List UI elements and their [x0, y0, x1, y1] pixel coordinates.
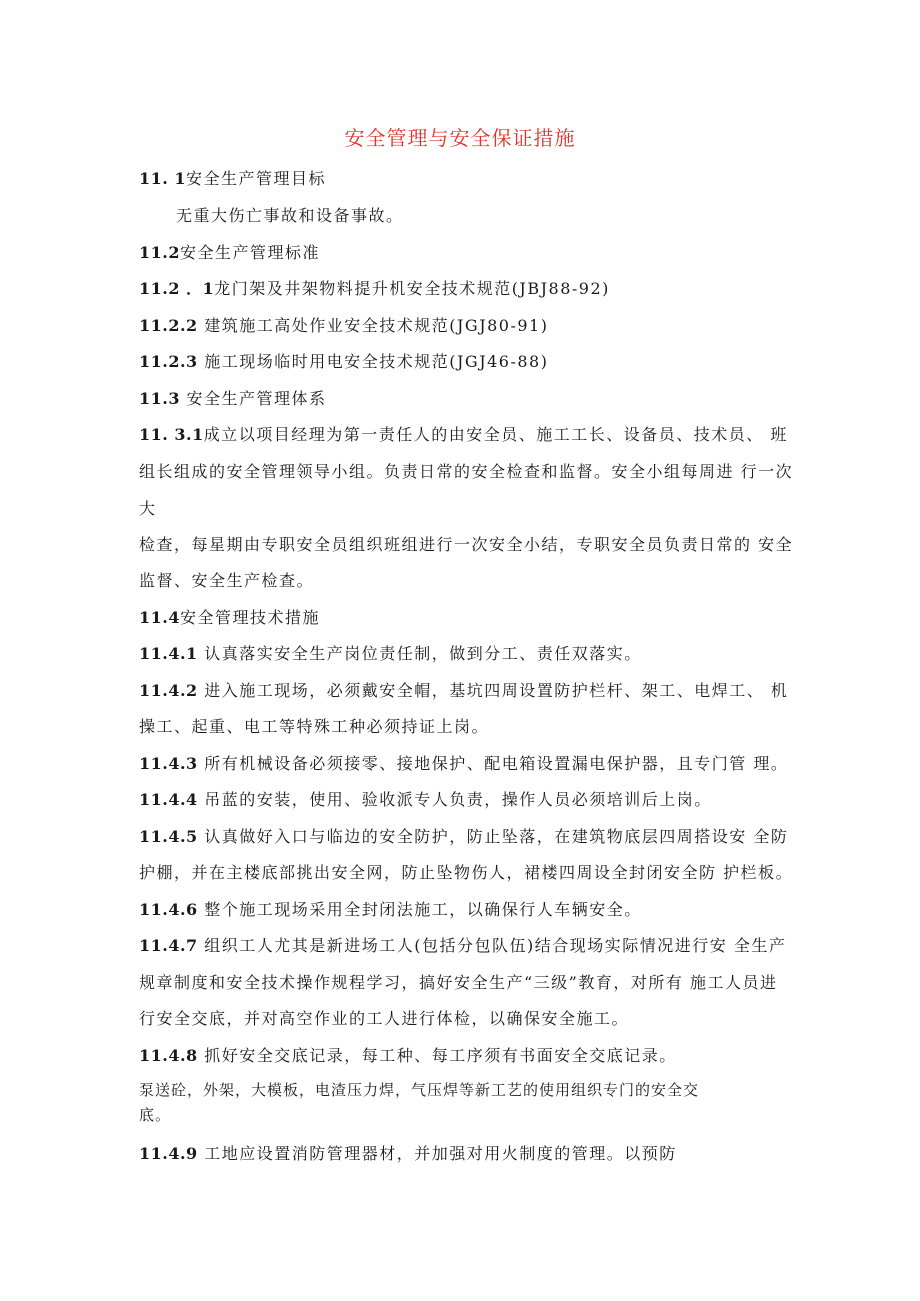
section-line [139, 605, 320, 628]
section-line [139, 897, 642, 920]
section-line [139, 240, 320, 263]
paragraph-line [139, 1079, 699, 1100]
paragraph-line [176, 203, 404, 226]
paragraph-line [139, 1006, 629, 1029]
section-line [139, 678, 788, 701]
section-number: 11.4.1 [139, 644, 198, 663]
section-line [139, 641, 642, 664]
section-line [139, 1141, 677, 1164]
section-number: 11.4 [139, 608, 180, 627]
section-number: 11.4.7 [139, 936, 198, 955]
section-line [139, 166, 326, 189]
section-text: 认真做好入口与临边的安全防护，防止坠落，在建筑物底层四周搭设安 全防 [197, 827, 789, 846]
paragraph-text: 底。 [139, 1106, 172, 1124]
section-number: 11.4.8 [139, 1046, 198, 1065]
section-number: 11.2 ．1 [139, 279, 215, 298]
section-number: 11. 3.1 [139, 425, 204, 444]
section-text: 成立以项目经理为第一责任人的由安全员、施工工长、设备员、技术员、 班 [203, 425, 788, 444]
section-text: 工地应设置消防管理器材，并加强对用火制度的管理。以预防 [197, 1144, 677, 1163]
paragraph-line [139, 860, 793, 883]
section-text: 抓好安全交底记录，每工种、每工序须有书面安全交底记录。 [197, 1046, 677, 1065]
section-text: 安全生产管理目标 [186, 169, 327, 188]
section-text: 所有机械设备必须接零、接地保护、配电箱设置漏电保护器，且专门管 理。 [197, 754, 789, 773]
paragraph-line [139, 459, 793, 482]
section-line [139, 787, 712, 810]
paragraph-text: 检查，每星期由专职安全员组织班组进行一次安全小结，专职安全员负责日常的 安全 [139, 535, 794, 554]
paragraph-line [139, 970, 777, 993]
section-text: 建筑施工高处作业安全技术规范(JGJ80-91) [197, 316, 549, 335]
section-text: 组织工人尤其是新进场工人(包括分包队伍)结合现场实际情况进行安 全生产 [197, 936, 787, 955]
section-text: 吊蓝的安装，使用、验收派专人负责，操作人员必须培训后上岗。 [197, 790, 712, 809]
section-number: 11.4.3 [139, 754, 198, 773]
paragraph-text: 无重大伤亡事故和设备事故。 [176, 206, 404, 225]
paragraph-text: 护棚，并在主楼底部挑出安全网，防止坠物伤人，裙楼四周设全封闭安全防 护栏板。 [139, 863, 794, 882]
section-number: 11. 1 [139, 169, 187, 188]
section-text: 安全生产管理体系 [179, 389, 327, 408]
paragraph-text: 组长组成的安全管理领导小组。负责日常的安全检查和监督。安全小组每周进 行一次 [139, 462, 794, 481]
section-number: 11.4.2 [139, 681, 198, 700]
paragraph-text: 规章制度和安全技术操作规程学习，搞好安全生产“三级”教育，对所有 施工人员进 [139, 973, 778, 992]
paragraph-text: 操工、起重、电工等特殊工种必须持证上岗。 [139, 717, 490, 736]
section-number: 11.2.2 [139, 316, 198, 335]
section-line [139, 751, 788, 774]
section-number: 11.4.4 [139, 790, 198, 809]
paragraph-line [139, 568, 314, 591]
paragraph-line [139, 714, 489, 737]
section-text: 进入施工现场，必须戴安全帽，基坑四周设置防护栏杆、架工、电焊工、 机 [197, 681, 789, 700]
section-number: 11.4.9 [139, 1144, 198, 1163]
paragraph-text: 监督、安全生产检查。 [139, 571, 315, 590]
document-title: 安全管理与安全保证措施 [344, 126, 576, 150]
section-line [139, 824, 788, 847]
section-text: 龙门架及井架物料提升机安全技术规范(JBJ88-92) [214, 279, 610, 298]
section-text: 安全管理技术措施 [179, 608, 320, 627]
paragraph-line [139, 1104, 171, 1125]
section-line [139, 422, 788, 445]
section-number: 11.3 [139, 389, 180, 408]
section-text: 安全生产管理标准 [179, 243, 320, 262]
section-number: 11.4.5 [139, 827, 198, 846]
section-number: 11.4.6 [139, 900, 198, 919]
section-number: 11.2.3 [139, 352, 198, 371]
section-line [139, 349, 548, 372]
paragraph-line [139, 532, 793, 555]
section-line [139, 386, 327, 409]
paragraph-text: 大 [139, 499, 157, 518]
section-number: 11.2 [139, 243, 180, 262]
section-line [139, 276, 610, 299]
section-text: 认真落实安全生产岗位责任制，做到分工、责任双落实。 [197, 644, 642, 663]
section-text: 施工现场临时用电安全技术规范(JGJ46-88) [197, 352, 549, 371]
paragraph-text: 泵送砼，外架，大模板，电渣压力焊，气压焊等新工艺的使用组织专门的安全交 [139, 1081, 700, 1099]
section-line [139, 313, 548, 336]
section-line [139, 933, 786, 956]
section-line [139, 1043, 677, 1066]
paragraph-text: 行安全交底，并对高空作业的工人进行体检，以确保安全施工。 [139, 1009, 630, 1028]
paragraph-line [139, 496, 157, 519]
section-text: 整个施工现场采用全封闭法施工，以确保行人车辆安全。 [197, 900, 642, 919]
